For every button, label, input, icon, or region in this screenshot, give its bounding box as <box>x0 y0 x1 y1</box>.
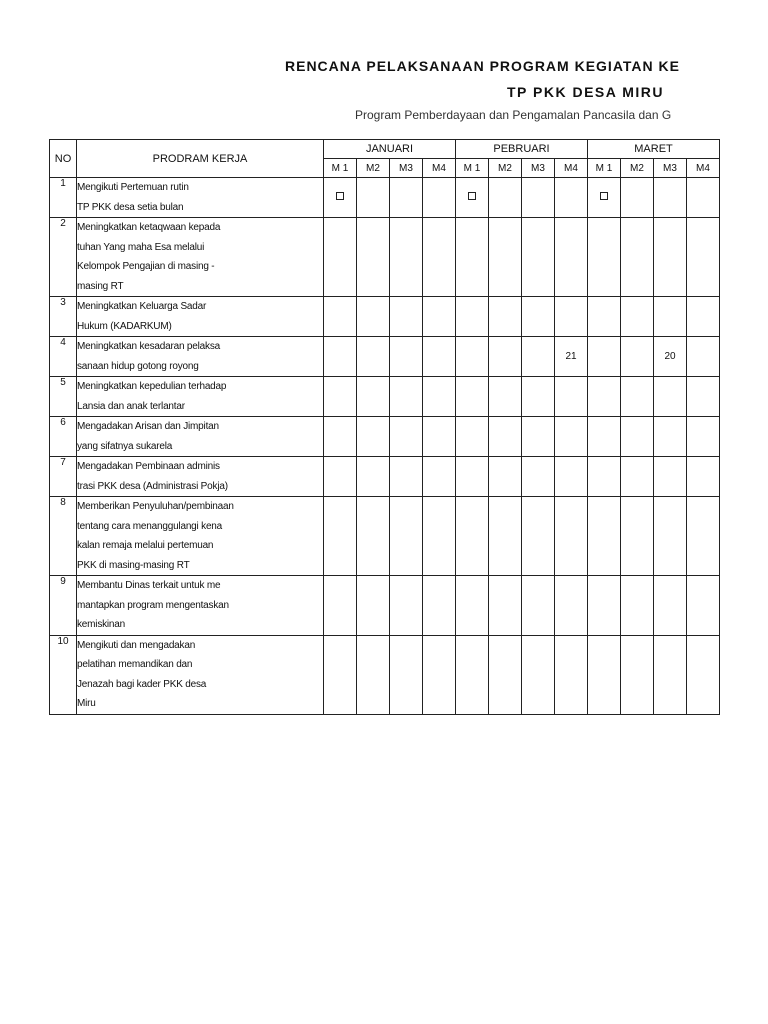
schedule-cell <box>654 178 687 218</box>
schedule-cell <box>456 218 489 297</box>
schedule-cell <box>489 635 522 714</box>
schedule-cell <box>654 377 687 417</box>
schedule-cell <box>390 337 423 377</box>
schedule-cell <box>324 576 357 636</box>
schedule-cell <box>621 178 654 218</box>
table-row <box>50 497 720 576</box>
schedule-cell <box>588 337 621 377</box>
schedule-cell <box>687 457 720 497</box>
schedule-cell <box>555 218 588 297</box>
week-header: M3 <box>522 159 555 178</box>
schedule-cell <box>621 377 654 417</box>
program-line: mantapkan program mengentaskan <box>77 599 229 611</box>
schedule-cell <box>390 497 423 576</box>
schedule-cell <box>654 576 687 636</box>
schedule-cell: 20 <box>654 337 687 377</box>
schedule-cell <box>489 457 522 497</box>
program-description <box>77 635 324 714</box>
schedule-cell <box>390 417 423 457</box>
schedule-cell <box>621 457 654 497</box>
row-number: 8 <box>50 497 77 576</box>
header-program: PRODRAM KERJA <box>77 140 324 178</box>
schedule-cell <box>687 337 720 377</box>
schedule-cell <box>522 218 555 297</box>
program-line: Mengikuti dan mengadakan <box>77 639 196 651</box>
program-line: kemiskinan <box>77 619 126 630</box>
program-description <box>77 218 324 297</box>
schedule-cell <box>423 576 456 636</box>
schedule-cell <box>390 635 423 714</box>
schedule-cell <box>654 297 687 337</box>
schedule-cell <box>522 337 555 377</box>
table-row <box>50 417 720 457</box>
schedule-cell <box>555 497 588 576</box>
header-month-march: MARET <box>588 140 720 159</box>
row-number: 6 <box>50 417 77 457</box>
schedule-cell <box>489 297 522 337</box>
schedule-table <box>49 139 720 715</box>
program-line: Membantu Dinas terkait untuk me <box>77 580 221 591</box>
program-line: Mengadakan Arisan dan Jimpitan <box>77 421 219 432</box>
schedule-cell <box>621 576 654 636</box>
schedule-cell <box>621 635 654 714</box>
program-line: TP PKK desa setia bulan <box>77 201 184 213</box>
program-line: Meningkatkan Keluarga Sadar <box>77 301 207 312</box>
schedule-cell <box>522 178 555 218</box>
program-line: Kelompok Pengajian di masing - <box>77 261 215 272</box>
program-line: Memberikan Penyuluhan/pembinaan <box>77 501 234 512</box>
schedule-cell <box>357 337 390 377</box>
schedule-cell <box>621 497 654 576</box>
week-header: M3 <box>390 159 423 178</box>
schedule-cell <box>456 337 489 377</box>
schedule-cell <box>687 635 720 714</box>
schedule-cell <box>423 377 456 417</box>
square-checkbox-icon <box>468 192 476 200</box>
header-month-february: PEBRUARI <box>456 140 588 159</box>
row-number: 1 <box>50 178 77 218</box>
program-description <box>77 297 324 337</box>
schedule-cell <box>654 417 687 457</box>
schedule-cell <box>390 457 423 497</box>
schedule-cell <box>522 497 555 576</box>
program-line: Meningkatkan kepedulian terhadap <box>77 381 227 392</box>
schedule-cell <box>423 218 456 297</box>
schedule-cell <box>654 635 687 714</box>
row-number: 9 <box>50 576 77 636</box>
schedule-cell <box>324 497 357 576</box>
program-line: pelatihan memandikan dan <box>77 659 193 670</box>
schedule-cell <box>357 377 390 417</box>
schedule-cell <box>324 417 357 457</box>
table-row <box>50 576 720 636</box>
schedule-cell <box>588 178 621 218</box>
program-line: PKK di masing-masing RT <box>77 559 190 571</box>
program-description <box>77 457 324 497</box>
table-row <box>50 377 720 417</box>
schedule-cell <box>555 635 588 714</box>
schedule-cell <box>489 417 522 457</box>
schedule-cell <box>423 635 456 714</box>
week-header: M3 <box>654 159 687 178</box>
schedule-cell <box>456 497 489 576</box>
program-line: Jenazah bagi kader PKK desa <box>77 678 207 690</box>
schedule-cell <box>423 417 456 457</box>
schedule-cell <box>687 218 720 297</box>
schedule-cell <box>390 297 423 337</box>
schedule-cell <box>324 457 357 497</box>
schedule-cell <box>588 497 621 576</box>
week-header: M4 <box>555 159 588 178</box>
schedule-cell <box>357 497 390 576</box>
week-header: M 1 <box>588 159 621 178</box>
program-description <box>77 497 324 576</box>
schedule-cell <box>621 337 654 377</box>
schedule-cell <box>423 178 456 218</box>
schedule-cell <box>324 178 357 218</box>
program-line: Lansia dan anak terlantar <box>77 400 185 412</box>
program-caption: Program Pemberdayaan dan Pengamalan Pancasila dan G <box>355 108 672 122</box>
program-line: Mengikuti Pertemuan rutin <box>77 182 189 193</box>
schedule-cell <box>489 497 522 576</box>
schedule-cell <box>555 178 588 218</box>
program-description <box>77 337 324 377</box>
schedule-cell <box>588 297 621 337</box>
schedule-cell <box>324 635 357 714</box>
schedule-cell <box>522 457 555 497</box>
table-row <box>50 337 720 377</box>
schedule-cell <box>555 457 588 497</box>
schedule-cell <box>489 377 522 417</box>
schedule-cell <box>522 576 555 636</box>
schedule-cell <box>489 178 522 218</box>
program-line: tuhan Yang maha Esa melalui <box>77 241 205 253</box>
week-header: M2 <box>357 159 390 178</box>
schedule-cell <box>324 377 357 417</box>
document-subtitle-org: TP PKK DESA MIRU <box>507 84 665 100</box>
program-line: Hukum (KADARKUM) <box>77 320 172 332</box>
table-row <box>50 635 720 714</box>
program-line: yang sifatnya sukarela <box>77 440 173 452</box>
schedule-cell <box>357 635 390 714</box>
schedule-cell <box>489 218 522 297</box>
schedule-cell <box>423 457 456 497</box>
row-number: 7 <box>50 457 77 497</box>
program-line: Meningkatkan kesadaran pelaksa <box>77 341 220 352</box>
schedule-cell <box>588 218 621 297</box>
schedule-cell <box>324 218 357 297</box>
header-month-january: JANUARI <box>324 140 456 159</box>
schedule-cell <box>687 377 720 417</box>
schedule-cell <box>357 178 390 218</box>
program-line: sanaan hidup gotong royong <box>77 360 199 372</box>
program-line: Meningkatkan ketaqwaan kepada <box>77 222 221 233</box>
row-number: 2 <box>50 218 77 297</box>
schedule-cell <box>621 218 654 297</box>
schedule-cell <box>423 297 456 337</box>
schedule-cell <box>456 576 489 636</box>
schedule-cell <box>654 218 687 297</box>
square-checkbox-icon <box>336 192 344 200</box>
program-line: tentang cara menanggulangi kena <box>77 520 223 532</box>
schedule-cell <box>588 457 621 497</box>
schedule-cell <box>390 377 423 417</box>
table-row <box>50 457 720 497</box>
table-row <box>50 218 720 297</box>
schedule-cell <box>687 297 720 337</box>
schedule-cell <box>456 297 489 337</box>
schedule-cell <box>390 576 423 636</box>
schedule-cell <box>390 178 423 218</box>
document-title: RENCANA PELAKSANAAN PROGRAM KEGIATAN KE <box>285 58 680 74</box>
schedule-cell <box>687 576 720 636</box>
schedule-cell <box>456 178 489 218</box>
program-line: kalan remaja melalui pertemuan <box>77 540 214 551</box>
schedule-cell <box>522 417 555 457</box>
schedule-cell <box>456 635 489 714</box>
schedule-cell <box>522 297 555 337</box>
schedule-cell <box>555 297 588 337</box>
program-line: Miru <box>77 698 96 709</box>
schedule-cell <box>555 417 588 457</box>
table-row <box>50 178 720 218</box>
schedule-cell <box>456 417 489 457</box>
schedule-cell <box>357 417 390 457</box>
schedule-cell <box>423 337 456 377</box>
schedule-cell <box>687 178 720 218</box>
row-number: 3 <box>50 297 77 337</box>
program-description <box>77 377 324 417</box>
schedule-cell <box>621 417 654 457</box>
week-header: M4 <box>423 159 456 178</box>
row-number: 10 <box>50 635 77 714</box>
schedule-cell <box>687 497 720 576</box>
schedule-cell <box>588 576 621 636</box>
schedule-cell <box>324 297 357 337</box>
week-header: M2 <box>621 159 654 178</box>
schedule-cell <box>522 377 555 417</box>
schedule-cell <box>489 576 522 636</box>
week-header: M 1 <box>456 159 489 178</box>
schedule-cell <box>357 297 390 337</box>
square-checkbox-icon <box>600 192 608 200</box>
schedule-cell <box>588 377 621 417</box>
program-description <box>77 417 324 457</box>
schedule-cell <box>621 297 654 337</box>
schedule-cell <box>687 417 720 457</box>
program-description <box>77 178 324 218</box>
schedule-cell <box>357 576 390 636</box>
schedule-cell <box>588 417 621 457</box>
program-line: trasi PKK desa (Administrasi Pokja) <box>77 480 228 492</box>
header-no: NO <box>50 140 77 178</box>
schedule-cell <box>555 377 588 417</box>
program-line: Mengadakan Pembinaan adminis <box>77 461 220 472</box>
schedule-cell <box>522 635 555 714</box>
schedule-cell <box>654 497 687 576</box>
row-number: 4 <box>50 337 77 377</box>
program-line: masing RT <box>77 280 124 292</box>
schedule-cell <box>456 377 489 417</box>
schedule-cell <box>357 457 390 497</box>
table-row <box>50 297 720 337</box>
week-header: M4 <box>687 159 720 178</box>
schedule-cell <box>555 576 588 636</box>
row-number: 5 <box>50 377 77 417</box>
schedule-cell <box>423 497 456 576</box>
schedule-cell <box>390 218 423 297</box>
program-description <box>77 576 324 636</box>
schedule-cell <box>357 218 390 297</box>
week-header: M2 <box>489 159 522 178</box>
schedule-cell <box>654 457 687 497</box>
schedule-cell <box>324 337 357 377</box>
schedule-cell: 21 <box>555 337 588 377</box>
week-header: M 1 <box>324 159 357 178</box>
schedule-cell <box>456 457 489 497</box>
schedule-cell <box>489 337 522 377</box>
schedule-cell <box>588 635 621 714</box>
